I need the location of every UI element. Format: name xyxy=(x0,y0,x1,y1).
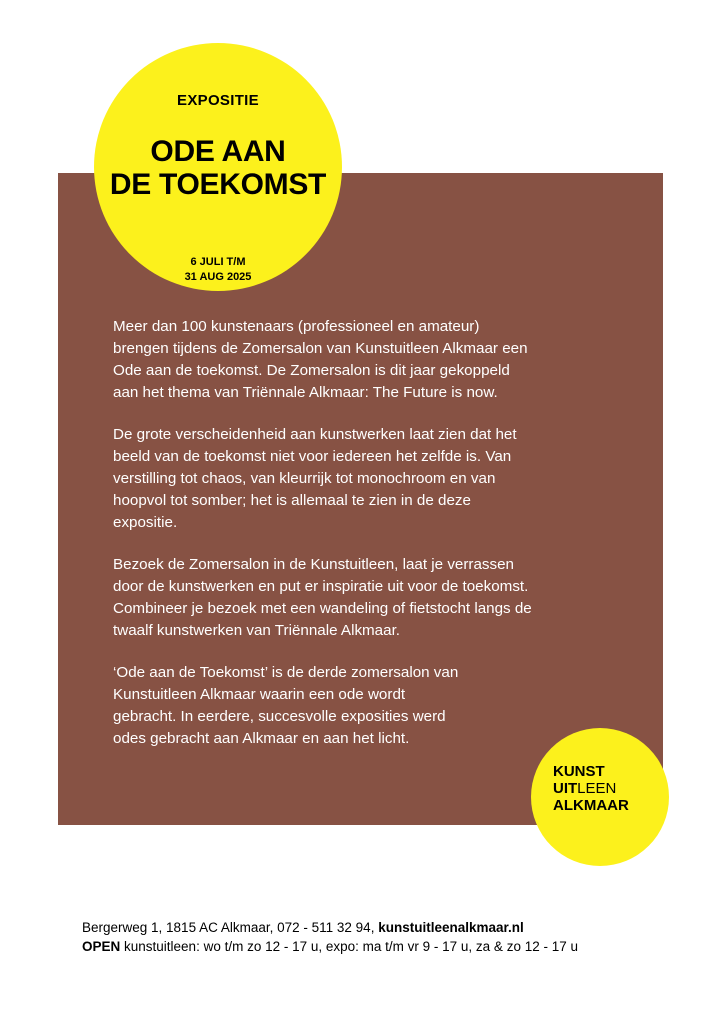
text-line: hoopvol tot somber; het is allemaal te zien in de deze xyxy=(113,492,471,509)
paragraph-variety xyxy=(113,424,633,534)
logo-uit: UIT xyxy=(553,780,578,797)
address-text: Bergerweg 1, 1815 AC Alkmaar, 072 - 511 32 94, xyxy=(82,920,379,935)
logo-row-3: ALKMAAR xyxy=(553,797,629,814)
text-line: door de kunstwerken en put er inspiratie uit voor de toekomst. xyxy=(113,578,529,595)
title-line-2: DE TOEKOMST xyxy=(109,168,327,201)
text-line: De grote verscheidenheid aan kunstwerken laat zien dat het xyxy=(113,426,517,443)
text-line: Combineer je bezoek met een wandeling of fietstocht langs de xyxy=(113,600,532,617)
title-line-1: ODE AAN xyxy=(150,135,286,168)
text-line: twaalf kunstwerken van Triënnale Alkmaar. xyxy=(113,622,401,639)
open-label: OPEN xyxy=(82,939,121,954)
text-line: odes gebracht aan Alkmaar en aan het licht. xyxy=(113,730,410,747)
opening-hours-line xyxy=(82,937,578,956)
date-line-1: 6 JULI T/M xyxy=(190,256,246,268)
footer-contact xyxy=(82,918,578,956)
logo-leen: LEEN xyxy=(577,780,617,797)
text-line: beeld van de toekomst niet voor iedereen het zelfde is. Van xyxy=(113,448,512,465)
text-line: brengen tijdens de Zomersalon van Kunstuitleen Alkmaar een xyxy=(113,340,528,357)
kunstuitleen-logo xyxy=(531,728,669,866)
logo-row-1: KUNST xyxy=(553,763,605,780)
paragraph-visit xyxy=(113,554,633,642)
opening-hours-text: kunstuitleen: wo t/m zo 12 - 17 u, expo: ma t/m vr 9 - 17 u, za & zo 12 - 17 u xyxy=(120,939,578,954)
exhibition-title xyxy=(94,135,342,201)
text-line: verstilling tot chaos, van kleurrijk tot monochroom en van xyxy=(113,470,496,487)
text-line: Bezoek de Zomersalon in de Kunstuitleen, laat je verrassen xyxy=(113,556,515,573)
paragraph-intro xyxy=(113,316,633,404)
website-link[interactable]: kunstuitleenalkmaar.nl xyxy=(378,920,524,935)
address-line xyxy=(82,918,578,937)
kicker-label: EXPOSITIE xyxy=(177,92,259,109)
text-line: aan het thema van Triënnale Alkmaar: The Future is now. xyxy=(113,384,498,401)
body-text xyxy=(113,316,633,770)
text-line: Kunstuitleen Alkmaar waarin een ode wordt xyxy=(113,686,406,703)
title-badge xyxy=(94,43,342,291)
text-line: gebracht. In eerdere, succesvolle exposities werd xyxy=(113,708,446,725)
paragraph-history xyxy=(113,662,633,750)
text-line: Meer dan 100 kunstenaars (professioneel en amateur) xyxy=(113,318,480,335)
text-line: expositie. xyxy=(113,514,178,531)
logo-wordmark xyxy=(553,763,629,814)
text-line: ‘Ode aan de Toekomst’ is de derde zomersalon van xyxy=(113,664,459,681)
logo-row-2 xyxy=(553,780,629,797)
exhibition-dates xyxy=(94,255,342,285)
date-line-2: 31 AUG 2025 xyxy=(184,271,252,283)
text-line: Ode aan de toekomst. De Zomersalon is dit jaar gekoppeld xyxy=(113,362,510,379)
